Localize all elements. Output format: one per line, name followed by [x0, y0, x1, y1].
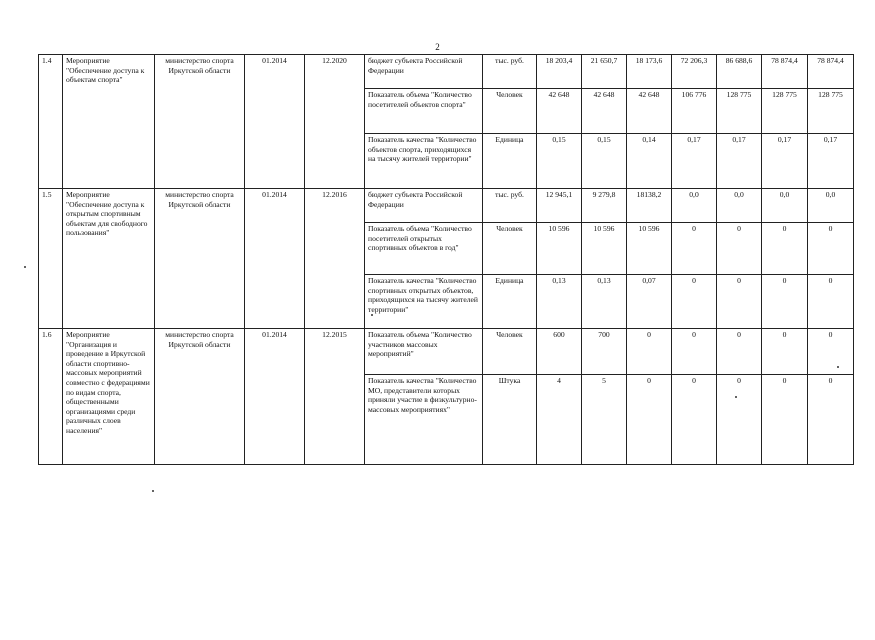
value-cell: 0,14	[627, 134, 672, 189]
indicator-label: Показатель качества "Количество спортивных открытых объектов, приходящихся на тысячу жителей территории"	[365, 275, 483, 329]
start-date: 01.2014	[245, 55, 305, 189]
value-cell: 600	[537, 329, 582, 375]
indicator-unit: Единица	[483, 134, 537, 189]
value-cell: 128 775	[762, 89, 808, 134]
measure-name: Мероприятие "Обеспечение доступа к объектам спорта"	[63, 55, 155, 189]
value-cell: 700	[582, 329, 627, 375]
value-cell: 18 203,4	[537, 55, 582, 89]
indicator-label: Показатель качества "Количество МО, представители которых приняли участие в физкультурно-массовых мероприятиях"	[365, 375, 483, 465]
value-cell: 0	[808, 275, 854, 329]
indicator-unit: Человек	[483, 223, 537, 275]
measure-name-text: Мероприятие "Организация и проведение в Иркутской области спортивно-массовых мероприятий совместно с федерациями по видам спорта, общественными организациями среди различных слоев населения"	[66, 330, 150, 435]
value-cell: 42 648	[537, 89, 582, 134]
value-cell: 0,15	[537, 134, 582, 189]
value-cell: 42 648	[582, 89, 627, 134]
indicator-unit: Штука	[483, 375, 537, 465]
indicator-label: Показатель качества "Количество объектов спорта, приходящихся на тысячу жителей территории"	[365, 134, 483, 189]
indicator-label: Показатель объема "Количество посетителей открытых спортивных объектов в год"	[365, 223, 483, 275]
value-cell: 4	[537, 375, 582, 465]
table-row	[39, 55, 854, 89]
executor: министерство спорта Иркутской области	[155, 55, 245, 189]
value-cell: 128 775	[808, 89, 854, 134]
value-cell: 0,13	[582, 275, 627, 329]
value-cell: 0	[672, 275, 717, 329]
value-cell: 86 688,6	[717, 55, 762, 89]
measure-name	[63, 329, 155, 465]
value-cell: 10 596	[582, 223, 627, 275]
value-cell: 18 173,6	[627, 55, 672, 89]
end-date: 12.2015	[305, 329, 365, 465]
value-cell: 0	[717, 275, 762, 329]
value-cell: 42 648	[627, 89, 672, 134]
row-number: 1.4	[39, 55, 63, 189]
value-cell: 9 279,8	[582, 189, 627, 223]
measure-name: Мероприятие "Обеспечение доступа к открытым спортивным объектам для свободного пользования"	[63, 189, 155, 329]
value-cell: 78 874,4	[808, 55, 854, 89]
value-cell: 0,0	[808, 189, 854, 223]
value-cell: 0,0	[717, 189, 762, 223]
page-number: 2	[435, 42, 440, 52]
program-table	[38, 54, 854, 465]
value-cell: 21 650,7	[582, 55, 627, 89]
row-number: 1.5	[39, 189, 63, 329]
value-cell: 106 776	[672, 89, 717, 134]
executor: министерство спорта Иркутской области	[155, 329, 245, 465]
value-cell: 0,17	[762, 134, 808, 189]
value-cell: 10 596	[537, 223, 582, 275]
value-cell: 0	[627, 329, 672, 375]
value-cell: 0	[717, 329, 762, 375]
end-date: 12.2016	[305, 189, 365, 329]
value-cell: 0	[808, 223, 854, 275]
row-number: 1.6	[39, 329, 63, 465]
value-cell: 0	[762, 375, 808, 465]
value-cell: 0,07	[627, 275, 672, 329]
value-cell: 0,17	[672, 134, 717, 189]
indicator-unit: тыс. руб.	[483, 189, 537, 223]
value-cell: 0	[672, 375, 717, 465]
value-cell: 0,17	[808, 134, 854, 189]
indicator-label: бюджет субъекта Российской Федерации	[365, 189, 483, 223]
start-date: 01.2014	[245, 189, 305, 329]
value-cell: 0,17	[717, 134, 762, 189]
table-row	[39, 189, 854, 223]
scan-speck	[735, 396, 737, 398]
value-cell: 0	[762, 329, 808, 375]
value-cell: 0	[717, 375, 762, 465]
value-cell: 0,15	[582, 134, 627, 189]
value-cell: 12 945,1	[537, 189, 582, 223]
value-cell: 128 775	[717, 89, 762, 134]
scan-speck	[152, 490, 154, 492]
value-cell: 0,13	[537, 275, 582, 329]
value-cell: 0	[762, 223, 808, 275]
indicator-label: бюджет субъекта Российской Федерации	[365, 55, 483, 89]
executor: министерство спорта Иркутской области	[155, 189, 245, 329]
indicator-unit: тыс. руб.	[483, 55, 537, 89]
value-cell: 0	[627, 375, 672, 465]
scan-speck	[371, 314, 373, 316]
end-date: 12.2020	[305, 55, 365, 189]
table-row	[39, 329, 854, 375]
value-cell: 72 206,3	[672, 55, 717, 89]
value-cell: 0	[808, 375, 854, 465]
value-cell: 0	[717, 223, 762, 275]
indicator-unit: Человек	[483, 89, 537, 134]
value-cell: 0,0	[762, 189, 808, 223]
value-cell: 0	[672, 223, 717, 275]
indicator-unit: Единица	[483, 275, 537, 329]
value-cell: 0,0	[672, 189, 717, 223]
indicator-unit: Человек	[483, 329, 537, 375]
value-cell: 0	[762, 275, 808, 329]
scan-speck	[837, 366, 839, 368]
value-cell: 18138,2	[627, 189, 672, 223]
start-date: 01.2014	[245, 329, 305, 465]
scan-speck	[24, 266, 26, 268]
value-cell: 10 596	[627, 223, 672, 275]
value-cell: 0	[672, 329, 717, 375]
indicator-label: Показатель объема "Количество участников массовых мероприятий"	[365, 329, 483, 375]
value-cell: 5	[582, 375, 627, 465]
indicator-label: Показатель объема "Количество посетителей объектов спорта"	[365, 89, 483, 134]
value-cell: 0	[808, 329, 854, 375]
value-cell: 78 874,4	[762, 55, 808, 89]
